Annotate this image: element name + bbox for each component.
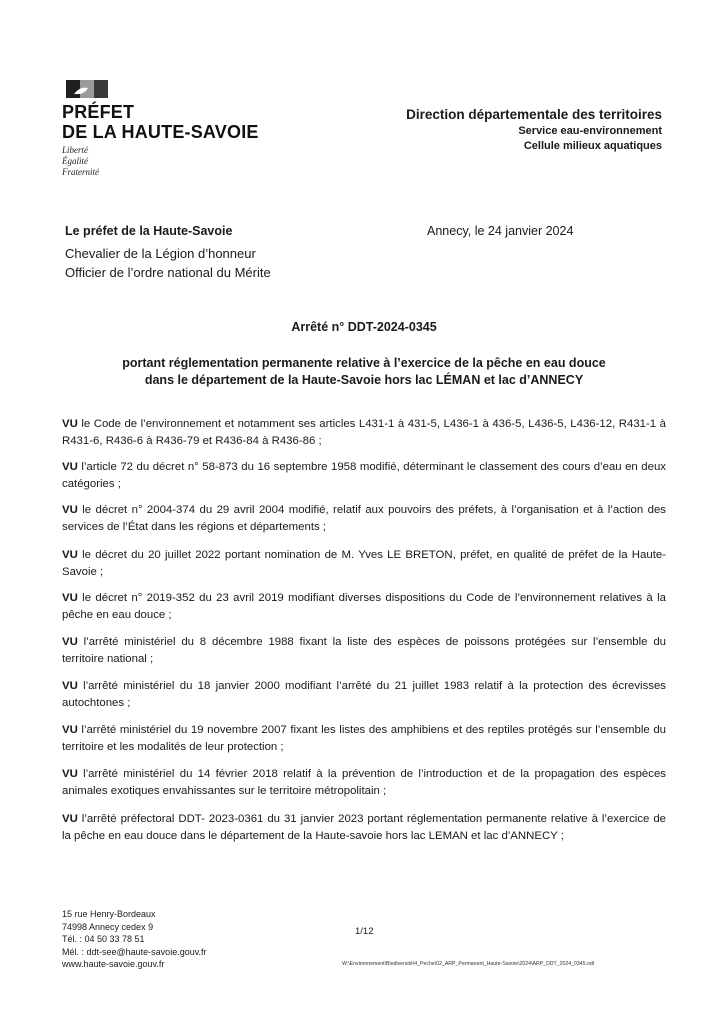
visa-prefix: VU — [62, 418, 78, 430]
visa-text: l’arrêté ministériel du 19 novembre 2007 fixant les listes des amphibiens et des reptiles protégés sur l’ensemble du territoire et les modalités de leur protection ; — [62, 724, 666, 753]
visa-prefix: VU — [62, 549, 78, 561]
address-phone: Tél. : 04 50 33 78 51 — [62, 934, 145, 944]
address-city: 74998 Annecy cedex 9 — [62, 921, 154, 932]
visa-prefix: VU — [62, 813, 78, 825]
page-number: 1/12 — [355, 926, 374, 937]
address-street: 15 rue Henry-Bordeaux — [62, 909, 156, 919]
visa-paragraph — [62, 766, 666, 800]
arrete-number: Arrêté n° DDT-2024-0345 — [291, 320, 437, 334]
visa-prefix: VU — [62, 592, 78, 604]
visa-text: le décret n° 2004-374 du 29 avril 2004 modifié, relatif aux pouvoirs des préfets, à l’organisation et à l’action des services de l’État dans les régions et départements ; — [62, 504, 666, 533]
visa-paragraph — [62, 590, 666, 624]
visa-text: l’article 72 du décret n° 58-873 du 16 septembre 1958 modifié, déterminant le classement des cours d’eau en deux catégories ; — [62, 461, 666, 490]
visa-text: l’arrêté ministériel du 18 janvier 2000 modifiant l’arrêté du 21 juillet 1983 relatif à la protection des écrevisses autochtones ; — [62, 680, 666, 709]
visa-paragraph — [62, 459, 666, 493]
prefect-identity — [65, 222, 271, 282]
footer-address — [62, 908, 207, 971]
visa-prefix: VU — [62, 680, 78, 692]
visa-text: l’arrêté préfectoral DDT- 2023-0361 du 31 janvier 2023 portant réglementation permanente relative à l’exercice de la pêche en eau douce dans le département de la Haute-savoie hors lac LEMAN et lac d’ANNECY ; — [62, 813, 666, 842]
arrete-subject-line-1: portant réglementation permanente relative à l’exercice de la pêche en eau douce — [122, 356, 606, 370]
address-website: www.haute-savoie.gouv.fr — [62, 959, 165, 969]
visa-prefix: VU — [62, 724, 78, 736]
visa-paragraph — [62, 502, 666, 536]
arrete-subject-line-2: dans le département de la Haute-Savoie hors lac LÉMAN et lac d’ANNECY — [144, 373, 584, 387]
prefect-honor-1: Chevalier de la Légion d’honneur — [65, 246, 256, 261]
prefecture-logo-block — [62, 80, 259, 178]
visa-paragraph — [62, 547, 666, 581]
visa-paragraph — [62, 678, 666, 712]
visa-text: l’arrêté ministériel du 8 décembre 1988 fixant la liste des espèces de poissons protégées sur l’ensemble du territoire national ; — [62, 636, 666, 665]
visa-prefix: VU — [62, 461, 78, 473]
direction-title: Direction départementale des territoires — [406, 107, 662, 122]
direction-service: Service eau-environnement — [518, 125, 662, 137]
visa-text: le décret du 20 juillet 2022 portant nomination de M. Yves LE BRETON, préfet, en qualité de préfet de la Haute-Savoie ; — [62, 549, 666, 578]
date-location: Annecy, le 24 janvier 2024 — [427, 224, 574, 238]
prefect-honor-2: Officier de l’ordre national du Mérite — [65, 265, 271, 280]
direction-block — [406, 106, 662, 154]
devise — [62, 145, 259, 178]
prefet-line-2: DE LA HAUTE-SAVOIE — [62, 122, 259, 142]
visa-prefix: VU — [62, 636, 78, 648]
visa-prefix: VU — [62, 504, 78, 516]
prefect-name: Le préfet de la Haute-Savoie — [65, 224, 233, 238]
visa-prefix: VU — [62, 768, 78, 780]
prefet-title — [62, 102, 259, 142]
devise-egalite: Égalité — [62, 156, 88, 166]
prefet-line-1: PRÉFET — [62, 102, 135, 122]
arrete-subject — [60, 355, 668, 389]
devise-liberte: Liberté — [62, 145, 88, 155]
devise-fraternite: Fraternité — [62, 167, 99, 177]
visa-text: le décret n° 2019-352 du 23 avril 2019 modifiant diverses dispositions du Code de l’environnement relatives à la pêche en eau douce ; — [62, 592, 666, 621]
address-email: Mél. : ddt-see@haute-savoie.gouv.fr — [62, 946, 207, 957]
visa-text: l’arrêté ministériel du 14 février 2018 relatif à la prévention de l’introduction et de la propagation des espèces animales exotiques envahissantes sur le territoire métropolitain ; — [62, 768, 666, 797]
visa-paragraph — [62, 811, 666, 845]
file-path: W:\Environnement\Biodiversité\4_Peche\02_ARP_Permanent_Haute-Savoie\2024\ARP_DDT_2024_0345.odt — [342, 961, 595, 967]
visa-paragraph — [62, 722, 666, 756]
visa-paragraph — [62, 634, 666, 668]
marianne-logo-icon — [66, 80, 112, 98]
visa-text: le Code de l’environnement et notamment ses articles L431-1 à 431-5, L436-1 à 436-5, L436-5, L436-12, R431-1 à R431-6, R436-6 à R436-79 et R436-84 à R436-86 ; — [62, 418, 666, 447]
direction-cellule: Cellule milieux aquatiques — [523, 140, 662, 152]
visa-paragraph — [62, 416, 666, 450]
